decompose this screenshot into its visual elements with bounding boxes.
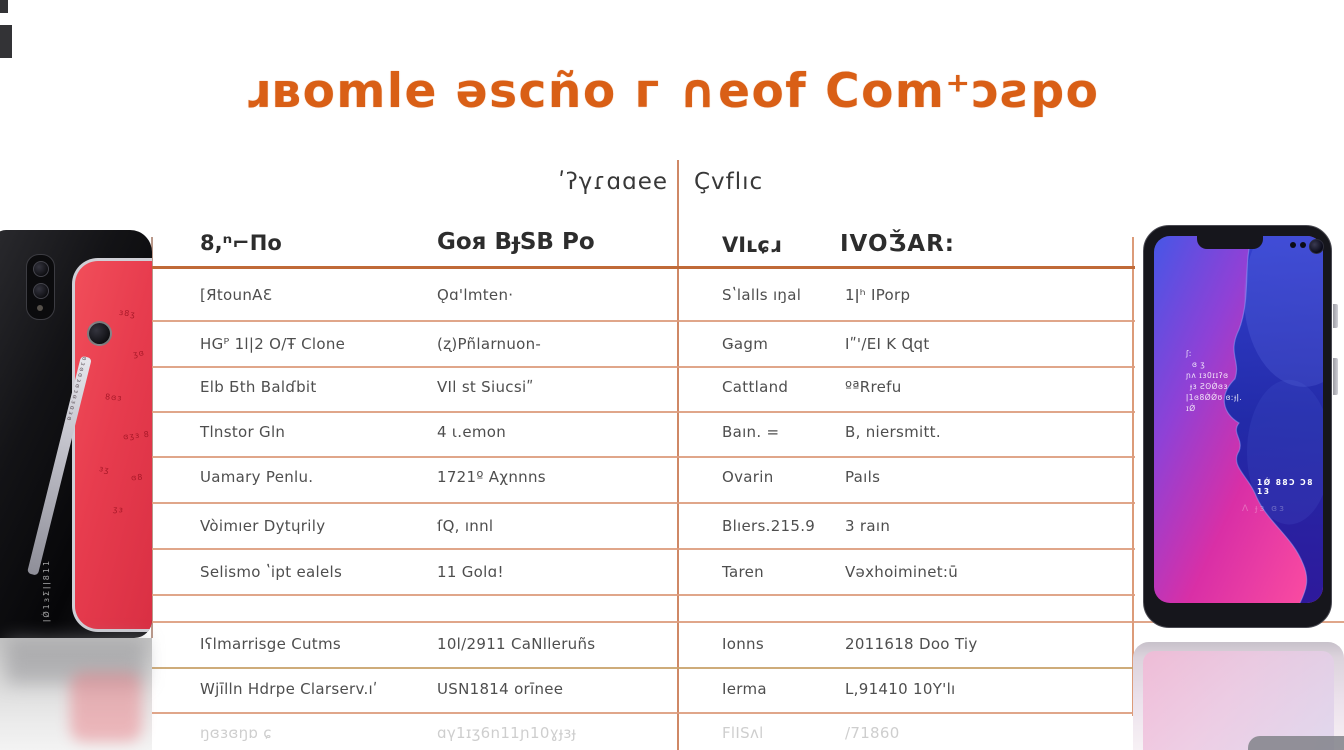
row-value: Paıls xyxy=(845,468,881,486)
wallpaper-face-profile xyxy=(1154,236,1323,603)
table-gridline xyxy=(152,502,678,504)
camera-lens-icon xyxy=(33,261,49,277)
table-gridline xyxy=(678,667,1135,669)
phone-screen xyxy=(1154,236,1323,603)
screen-text-line: ʃː xyxy=(1186,349,1193,358)
table-gridline xyxy=(678,712,1135,714)
scribble-text: ɞʒɜ 8 xyxy=(122,429,151,442)
reflection-corner-shape xyxy=(1248,736,1344,750)
screen-text-line: ɞ ʒ xyxy=(1192,360,1206,369)
scribble-text: ɞ8 xyxy=(130,472,144,483)
row-label: Ovarin xyxy=(722,468,774,486)
row-label: Ǥagm xyxy=(722,335,769,353)
row-label: ŋɞɜɞŋɒ ɕ xyxy=(200,724,272,742)
screen-watermark: Λ ɟɜ ɞɜ xyxy=(1242,504,1286,514)
scribble-text: ɜʒ xyxy=(98,463,111,476)
stripe-text: ɞɜɞɞɜɞɜɞɜɞɜɞ xyxy=(64,355,88,424)
notch xyxy=(1197,234,1263,249)
row-value: 11 Golɑ! xyxy=(437,563,504,581)
scribble-text: 8ɞɜ xyxy=(104,392,124,403)
right-table-header-col2: IVOǮAR: xyxy=(840,231,955,257)
row-value: /71860 xyxy=(845,724,900,742)
table-gridline xyxy=(152,320,678,322)
row-value: 3 raın xyxy=(845,517,891,535)
row-label: Ierma xyxy=(722,680,767,698)
row-value: B, niersmitt. xyxy=(845,423,941,441)
right-phone-image xyxy=(1143,225,1332,628)
left-table-header-col1: 8,ⁿ⌐Πo xyxy=(200,231,282,255)
column-group-label-left: ʹʔγɾɑɑee xyxy=(558,169,668,195)
corner-mark-top xyxy=(0,0,8,13)
row-value: Ǫɑ'lmten· xyxy=(437,286,514,304)
reflection-red-blob xyxy=(70,672,142,742)
row-value: ºªRrefu xyxy=(845,378,902,396)
scribble-text: ʒɞ xyxy=(132,348,146,359)
row-value: ɑγ1ɪʒ6n11ɲ10ɣɟɜɟ xyxy=(437,724,577,742)
table-gridline xyxy=(152,266,678,269)
row-label: Wjīlln Hdrpe Clarserv.ıʹ xyxy=(200,680,378,698)
right-table-header-col1: VIʟɕɹ xyxy=(722,233,782,257)
table-gridline xyxy=(152,621,678,623)
row-label: FlISʌl xyxy=(722,724,764,742)
row-label: Selismo ʽipt ealels xyxy=(200,563,343,581)
row-value: USN1814 orīnee xyxy=(437,680,564,698)
row-label: Blıers.215.9 xyxy=(722,517,816,535)
table-gridline xyxy=(678,502,1135,504)
screen-text-line: ɪǾ xyxy=(1186,404,1196,413)
row-value: Vǝxhoiminet:ū xyxy=(845,563,959,581)
screen-text-line: ǀ1ɞ8ǾǾʊ ɞːɟǀ. xyxy=(1186,393,1243,402)
row-label: Elb Ƃth Balɗbit xyxy=(200,378,317,396)
table-gridline xyxy=(152,594,678,596)
row-label: Iʕlmarrisge Cutms xyxy=(200,635,342,653)
table-gridline xyxy=(152,366,678,368)
row-label: Baın. = xyxy=(722,423,780,441)
right-phone-reflection xyxy=(1133,642,1344,750)
front-camera-dot-icon xyxy=(1290,242,1296,248)
row-label: Uamary Penlu. xyxy=(200,468,314,486)
row-value: ſQ, ınnl xyxy=(437,517,494,535)
screen-badge-text: 1Ǿ 88Ɔ Ɔ8 13 xyxy=(1257,478,1314,496)
camera-flash-icon xyxy=(37,305,43,311)
table-gridline xyxy=(152,456,678,458)
left-phone-reflection xyxy=(0,638,152,750)
row-label: Ionns xyxy=(722,635,764,653)
row-value: 1721º Aχnnns xyxy=(437,468,546,486)
front-camera-dot-icon xyxy=(1300,242,1306,248)
row-label: Sʽlalls ıŋal xyxy=(722,286,802,304)
table-gridline xyxy=(152,411,678,413)
table-gridline xyxy=(152,712,678,714)
volume-button xyxy=(1333,304,1338,328)
row-value: L,91410 10Y'lı xyxy=(845,680,956,698)
column-group-label-right: Çvflıc xyxy=(694,169,764,195)
table-gridline xyxy=(152,548,678,550)
table-gridline xyxy=(678,594,1135,596)
row-value: (ʐ)Pñlarnuon- xyxy=(437,335,542,353)
front-camera-lens-icon xyxy=(1309,239,1324,254)
screen-text-line: ɟɜ ƧʘǾɞɜ xyxy=(1190,382,1228,391)
row-label: HGᴾ 1l|2 O/Ŧ Clone xyxy=(200,335,346,353)
table-gridline xyxy=(678,320,1135,322)
table-gridline xyxy=(678,548,1135,550)
camera-lens-icon xyxy=(87,321,112,346)
diagonal-stripe xyxy=(27,356,92,576)
row-label: Vòimıer Dytɥrily xyxy=(200,517,326,535)
screen-text-line: ɲʌ ɪɜ0ɪɪʔɞ xyxy=(1186,371,1229,380)
row-label: Taren xyxy=(722,563,764,581)
corner-mark-left xyxy=(0,25,12,58)
scribble-text: ɜ8ʒ xyxy=(118,307,137,320)
camera-lens-icon xyxy=(33,283,49,299)
left-table-header-col2: Goя BɟSB Po xyxy=(437,229,595,255)
table-gridline xyxy=(152,667,678,669)
table-gridline xyxy=(678,266,1135,269)
table-gridline xyxy=(678,411,1135,413)
row-value: 4 ɩ.emon xyxy=(437,423,507,441)
row-label: [ЯtounAƐ xyxy=(200,286,273,304)
red-phone-back xyxy=(64,258,152,632)
table-gridline xyxy=(678,456,1135,458)
phone-side-text: ǀǾ1ɜƩǀǀ811 xyxy=(42,558,51,622)
row-value: 10l/2911 CaNlleruñs xyxy=(437,635,596,653)
screen-overlay-text xyxy=(1186,348,1242,414)
rear-camera-module xyxy=(26,254,55,320)
power-button xyxy=(1333,358,1338,395)
scribble-text: ʒɜ xyxy=(112,504,125,515)
row-value: Iʺ'/EI K Ɋqt xyxy=(845,335,930,353)
row-label: Cattland xyxy=(722,378,789,396)
table-gridline xyxy=(678,366,1135,368)
left-phone-image xyxy=(0,230,152,638)
row-label: Tlnstor Gln xyxy=(200,423,286,441)
page-title: ɹвomlе ǝscño г ∩eof Com⁺ɔƨро xyxy=(244,64,1100,119)
row-value: VIl st Siucsiʺ xyxy=(437,378,534,396)
row-value: 1ǀʰ IPorp xyxy=(845,286,911,304)
table-center-divider xyxy=(677,160,679,750)
row-value: 2011618 Doo Tiy xyxy=(845,635,978,653)
